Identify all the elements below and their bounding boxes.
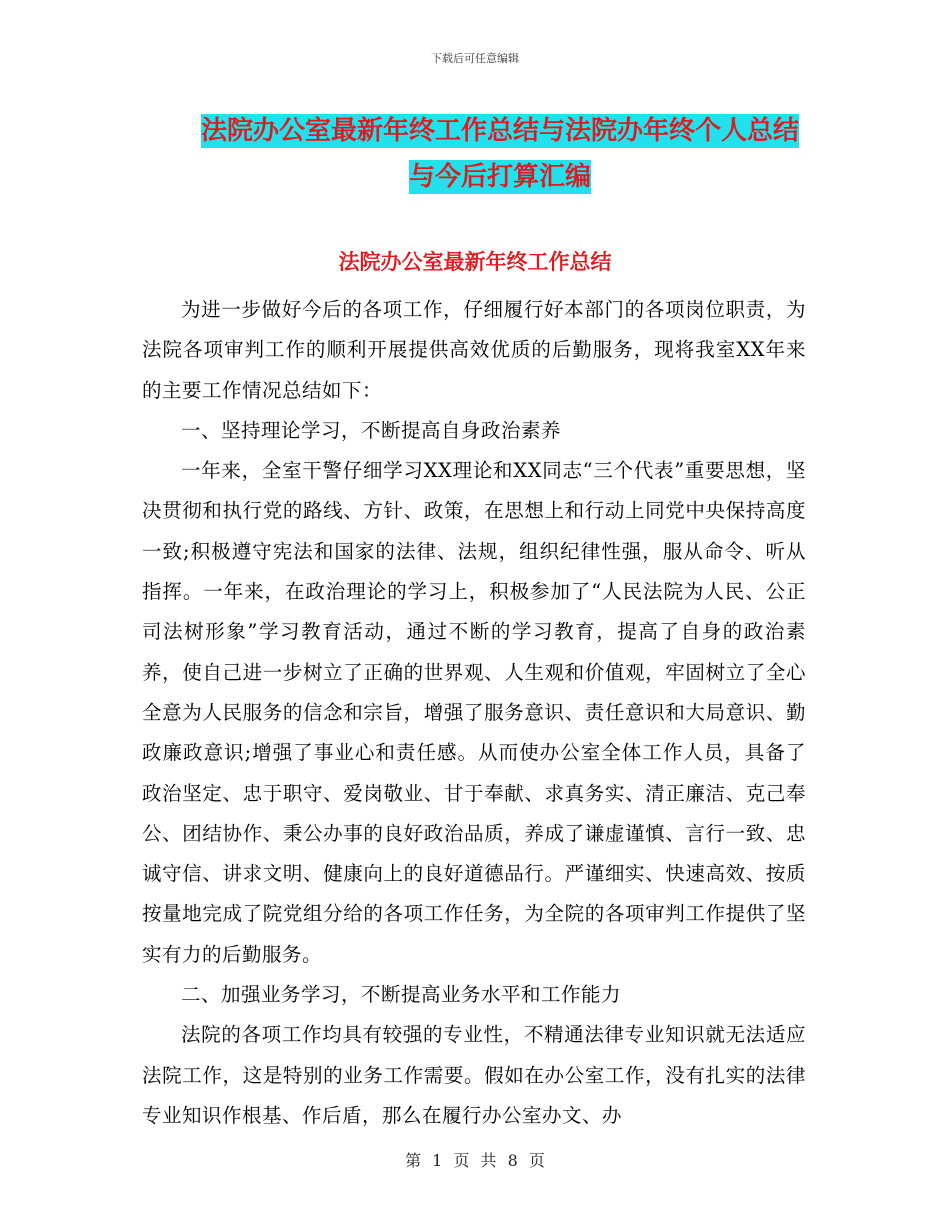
page-number: 第 1 页 共 8 页 [405,1151,545,1170]
heading-section-1: 一、坚持理论学习，不断提高自身政治素养 [181,418,562,442]
document-title [140,108,860,200]
paragraph-section-2: 法院的各项工作均具有较强的专业性，不精通法律专业知识就无法适应法院工作，这是特别的业务工作需要。假如在办公室工作，没有扎实的法律专业知识作根基、作后盾，那么在履行办公室办文、办 [142,1023,806,1127]
document-body [142,290,806,1136]
heading-section-2: 二、加强业务学习，不断提高业务水平和工作能力 [181,983,622,1007]
paragraph-intro: 为进一步做好今后的各项工作，仔细履行好本部门的各项岗位职责，为法院各项审判工作的顺利开展提供高效优质的后勤服务，现将我室XX年来的主要工作情况总结如下： [142,298,806,402]
document-title-line-2: 与今后打算汇编 [408,162,591,192]
page-header-note: 下载后可任意编辑 [431,52,519,65]
section-title: 法院办公室最新年终工作总结 [338,250,612,274]
document-title-line-1: 法院办公室最新年终工作总结与法院办年终个人总结 [200,116,799,146]
paragraph-section-1: 一年来，全室干警仔细学习XX理论和XX同志“三个代表”重要思想，坚决贯彻和执行党的路线、方针、政策，在思想上和行动上同党中央保持高度一致;积极遵守宪法和国家的法律、法规，组织纪律性强，服从命令、听从指挥。一年来，在政治理论的学习上，积极参加了“人民法院为人民、公正司法树形象”学习教育活动，通过不断的学习教育，提高了自身的政治素养，使自己进一步树立了正确的世界观、人生观和价值观，牢固树立了全心全意为人民服务的信念和宗旨，增强了服务意识、责任意识和大局意识、勤政廉政意识;增强了事业心和责任感。从而使办公室全体工作人员，具备了政治坚定、忠于职守、爱岗敬业、甘于奉献、求真务实、清正廉洁、克己奉公、团结协作、秉公办事的良好政治品质，养成了谦虚谨慎、言行一致、忠诚守信、讲求文明、健康向上的良好道德品行。严谨细实、快速高效、按质按量地完成了院党组分给的各项工作任务，为全院的各项审判工作提供了坚实有力的后勤服务。 [142,459,806,966]
